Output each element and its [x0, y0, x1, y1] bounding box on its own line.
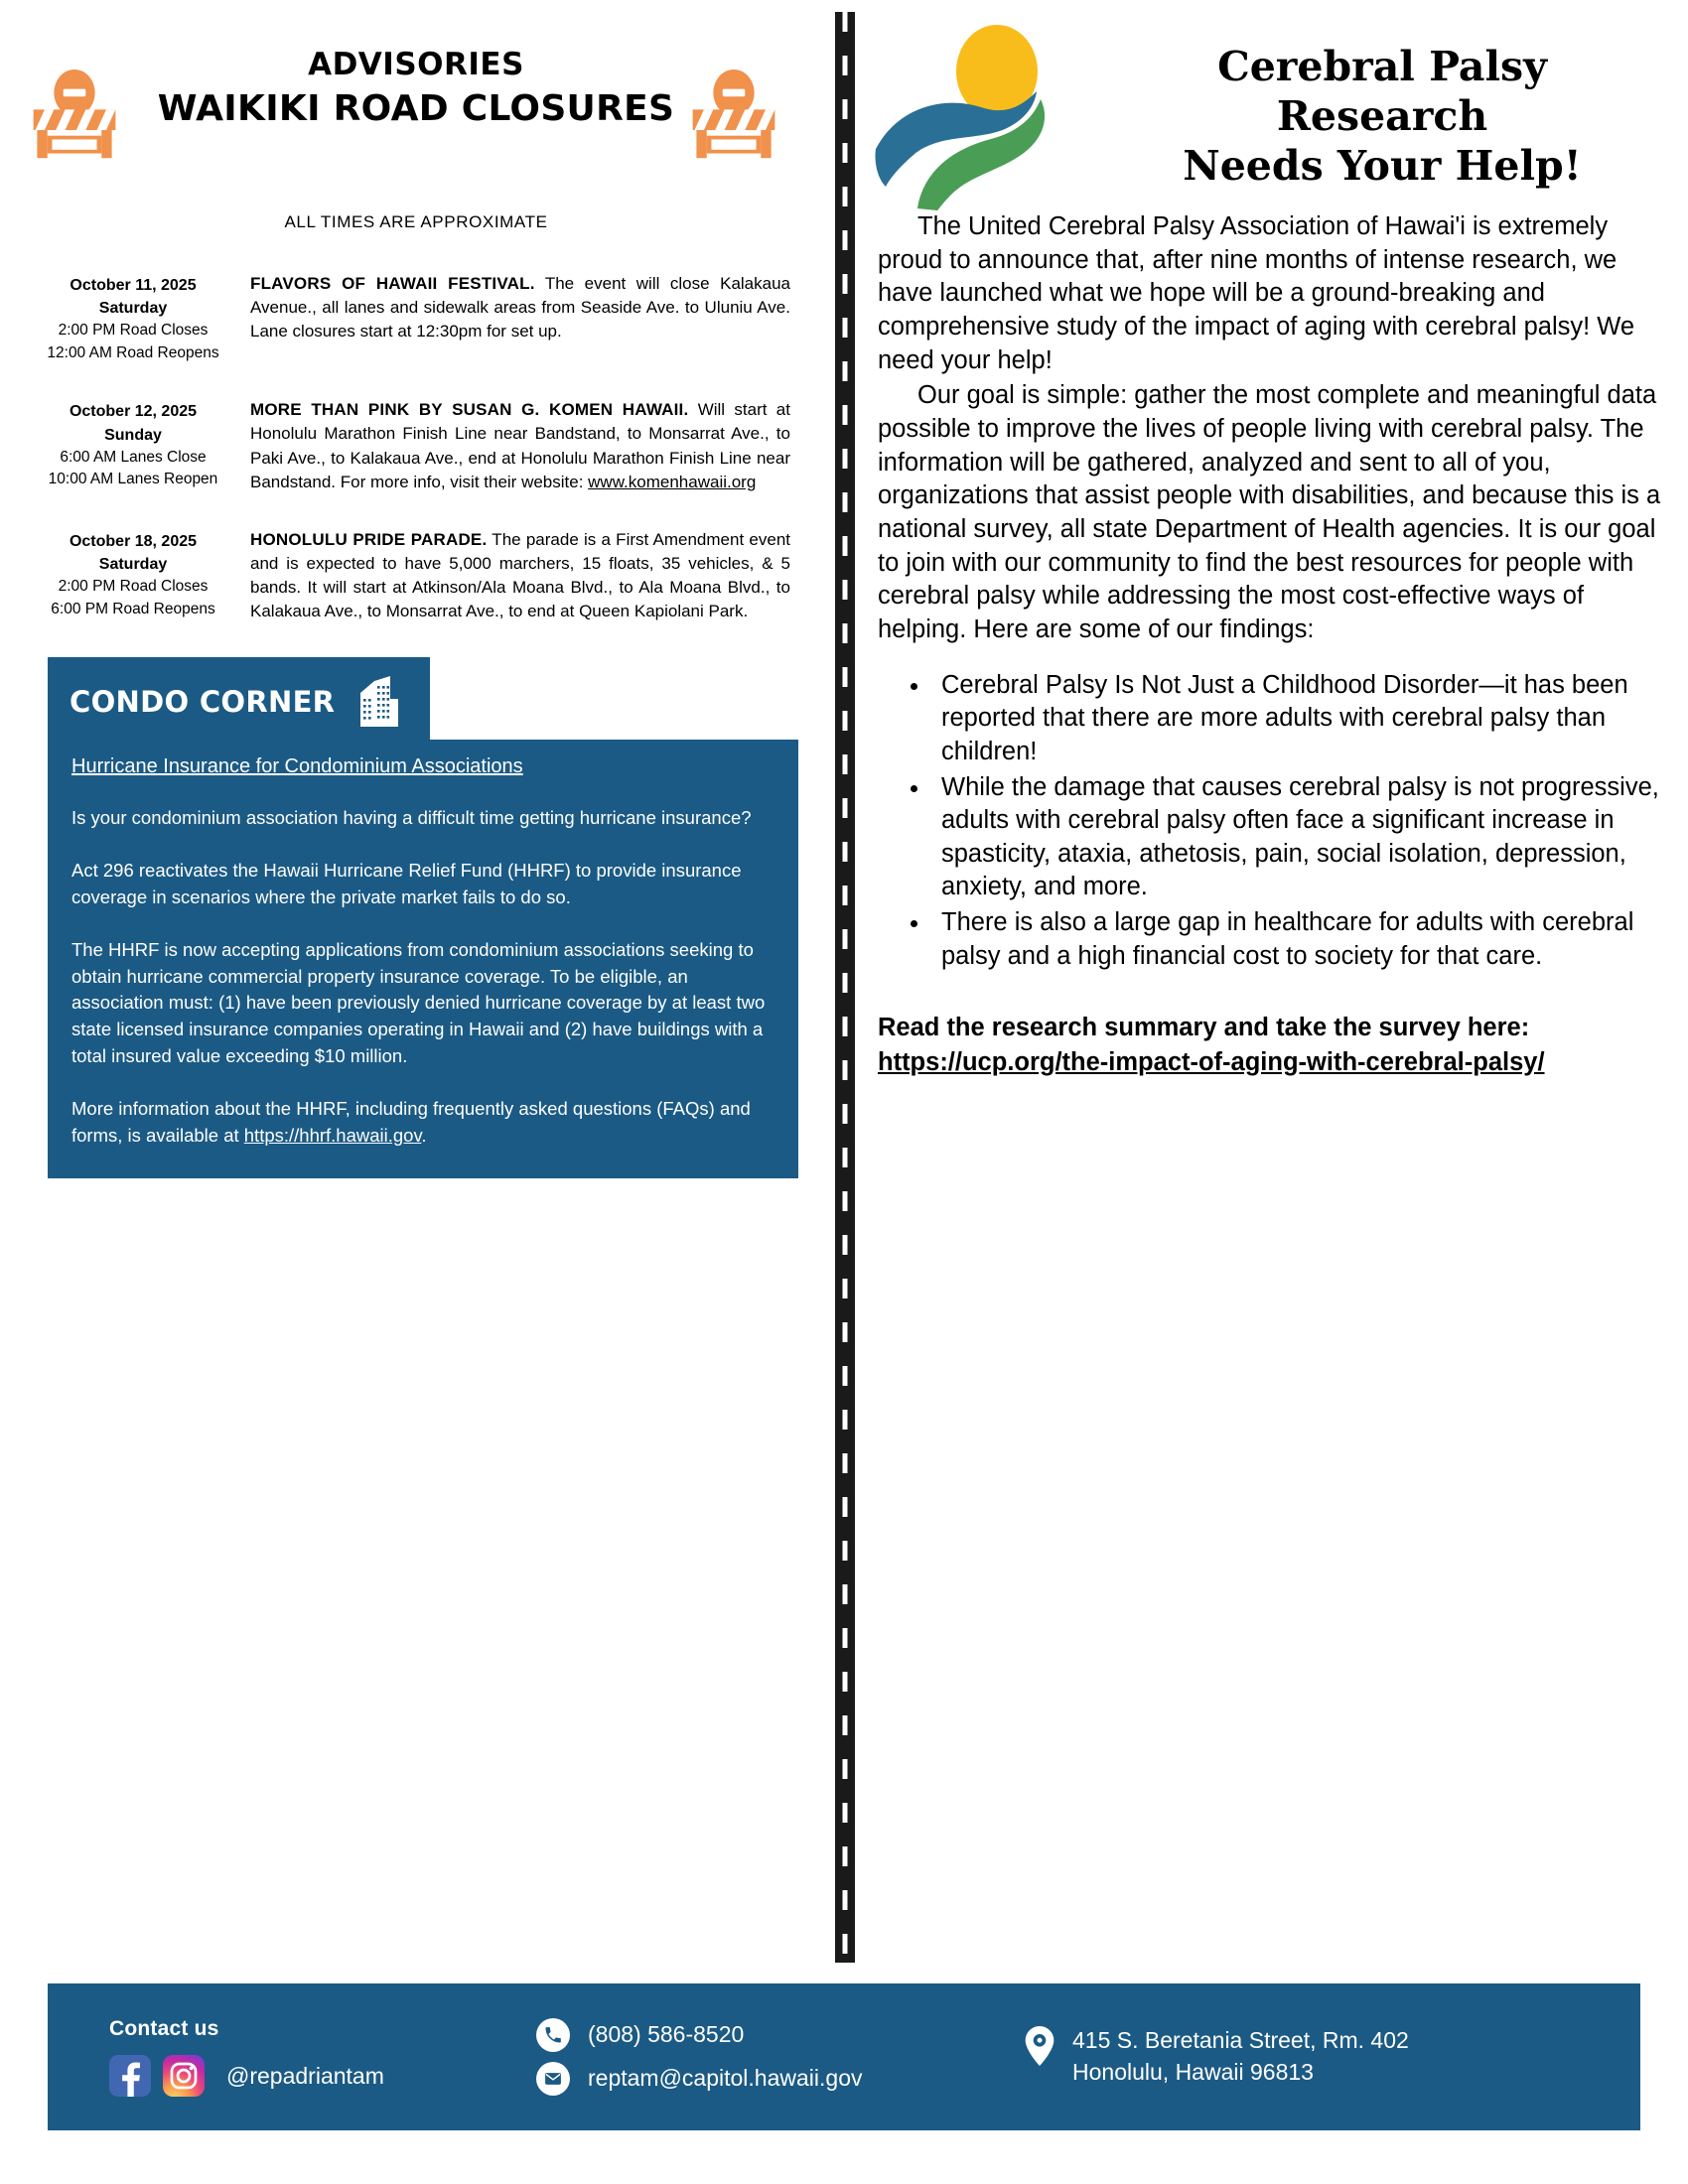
cp-paragraph: The United Cerebral Palsy Association of Hawai'i is extremely proud to announce that, after nine months of intense research, we have launched what we hope will be a ground-breaking and comprehensive study of the impact of aging with cerebral palsy! We need your help! [878, 212, 1635, 374]
contact-us-label: Contact us [109, 2017, 219, 2040]
closure-date: October 18, 2025 [69, 532, 198, 550]
advisories-heading-line1: ADVISORIES [308, 47, 524, 82]
contact-footer [48, 1983, 1640, 2130]
building-icon [351, 673, 404, 731]
condo-paragraph: The HHRF is now accepting applications from condominium associations seeking to obtain hurricane commercial property insurance coverage. To be eligible, an association must: (1) have been previously denied hurricane coverage by at least two state licensed insurance companies operating in Hawaii and (2) have buildings with a total insured value exceeding $10 million. [71, 938, 766, 1066]
ucp-survey-link[interactable]: https://ucp.org/the-impact-of-aging-with-cerebral-palsy/ [878, 1047, 1545, 1076]
cp-paragraph: Our goal is simple: gather the most complete and meaningful data possible to improve the lives of people living with cerebral palsy. The information will be gathered, analyzed and sent to all of you, organizations that assist people with disabilities, and because this is a national survey, all state Department of Health agencies. It is our goal to join with our community to find the best resources for people with cerebral palsy while addressing the most cost-effective ways of helping. Here are some of our findings: [878, 381, 1661, 643]
closure-date: October 11, 2025 [70, 277, 197, 294]
closure-row [34, 272, 790, 364]
condo-corner-panel [48, 740, 798, 1178]
closure-body: The parade is a First Amendment event and is expected to have 5,000 marchers, 15 floats, 35 vehicles, & 5 bands. It will start at Atkinson/Ala Moana Blvd., to Ala Moana Blvd., to Kalakaua Ave., to Monsarrat Ave., to end at Queen Kapiolani Park. [250, 529, 790, 621]
closure-title: FLAVORS OF HAWAII FESTIVAL. [250, 274, 535, 293]
closure-row [34, 528, 790, 624]
closure-schedule [34, 528, 232, 624]
road-barricade-icon [687, 68, 780, 163]
address-line-2: Honolulu, Hawaii 96813 [1072, 2059, 1314, 2085]
closure-time-close: 6:00 AM Lanes Close [60, 448, 207, 466]
condo-corner-tab [48, 657, 430, 741]
closure-title: MORE THAN PINK BY SUSAN G. KOMEN HAWAII. [250, 400, 689, 420]
closure-time-open: 10:00 AM Lanes Reopen [48, 471, 218, 488]
cp-call-to-action [878, 1011, 1664, 1078]
hhrf-link[interactable]: https://hhrf.hawaii.gov [243, 1124, 422, 1146]
cerebral-palsy-header [858, 0, 1688, 210]
social-links [109, 2055, 536, 2097]
facebook-icon[interactable] [109, 2055, 151, 2097]
instagram-icon[interactable] [163, 2055, 205, 2097]
condo-corner-section [0, 657, 832, 1178]
closure-title: HONOLULU PRIDE PARADE. [250, 529, 488, 549]
list-item: • There is also a large gap in healthcare for adults with cerebral palsy and a high financial cost to society for that care. [931, 906, 1664, 973]
footer-email-line [536, 2062, 1013, 2096]
email-address: reptam@capitol.hawaii.gov [588, 2065, 863, 2092]
footer-phone-line [536, 2018, 1013, 2052]
condo-last-paragraph-text: More information about the HHRF, including frequently asked questions (FAQs) and forms, is available at [71, 1097, 751, 1146]
road-barricade-icon [28, 68, 121, 163]
closure-body: The event will close Kalakaua Avenue., all lanes and sidewalk areas from Seaside Ave. to Uluniu Ave. Lane closures start at 12:30pm for set up. [250, 274, 790, 341]
closure-description [232, 272, 790, 364]
cp-cta-text: Read the research summary and take the survey here: [878, 1014, 1530, 1042]
footer-address-block [1013, 2025, 1611, 2088]
road-closures-list [0, 272, 832, 623]
condo-paragraph: Is your condominium association having a difficult time getting hurricane insurance? [71, 807, 752, 829]
closure-time-open: 6:00 PM Road Reopens [51, 600, 215, 617]
condo-paragraph-with-link [71, 1096, 769, 1150]
closure-day: Saturday [98, 300, 168, 318]
cerebral-palsy-title [1100, 42, 1658, 191]
right-column [858, 0, 1688, 1966]
footer-contact-block [109, 2017, 536, 2097]
closure-schedule [34, 272, 232, 364]
closure-schedule [34, 398, 232, 494]
closure-time-close: 2:00 PM Road Closes [58, 322, 209, 340]
closure-day: Sunday [104, 426, 162, 444]
footer-phone-email-block [536, 2018, 1013, 2096]
email-icon [536, 2062, 570, 2096]
condo-paragraph: Act 296 reactivates the Hawaii Hurricane Relief Fund (HHRF) to provide insurance coverage in scenarios where the private market fails to do so. [71, 860, 742, 907]
list-item: • Cerebral Palsy Is Not Just a Childhood Disorder—it has been reported that there are more adults with cerebral palsy than children! [931, 669, 1664, 769]
cp-title-line3: Needs Your Help! [1183, 142, 1582, 190]
address-text [1072, 2025, 1409, 2088]
komen-hawaii-link[interactable]: www.komenhawaii.org [588, 472, 757, 491]
left-column [0, 0, 832, 1966]
cp-findings-list [878, 669, 1664, 974]
road-dash-line [843, 12, 848, 1963]
road-divider [832, 12, 858, 1963]
cp-title-line1: Cerebral Palsy [1217, 42, 1547, 90]
condo-corner-subtitle: Hurricane Insurance for Condominium Associations [71, 755, 523, 778]
address-line-1: 415 S. Beretania Street, Rm. 402 [1072, 2027, 1409, 2054]
list-item: • While the damage that causes cerebral palsy is not progressive, adults with cerebral palsy often face a significant increase in spasticity, ataxia, athetosis, pain, social isolation, depression, anxiety, and more. [931, 771, 1664, 905]
social-handle: @repadriantam [226, 2062, 384, 2089]
condo-last-paragraph-suffix: . [421, 1124, 427, 1146]
advisories-heading-line2: WAIKIKI ROAD CLOSURES [157, 87, 675, 129]
closure-day: Saturday [98, 556, 168, 573]
closure-body: Will start at Honolulu Marathon Finish Line near Bandstand, to Monsarrat Ave., to Paki Ave., to Kalakaua Ave., end at Honolulu Marathon Finish Line near Bandstand. For more info, visit their website: [250, 400, 790, 491]
cerebral-palsy-body [858, 210, 1688, 1079]
advisories-subheading: ALL TIMES ARE APPROXIMATE [284, 212, 548, 231]
phone-icon [536, 2018, 570, 2052]
ucp-logo [870, 22, 1100, 210]
closure-time-close: 2:00 PM Road Closes [58, 578, 209, 596]
location-pin-icon [1023, 2025, 1056, 2067]
closure-description [232, 528, 790, 624]
condo-corner-title: CONDO CORNER [70, 684, 336, 719]
closure-time-open: 12:00 AM Road Reopens [47, 343, 219, 361]
closure-description [232, 398, 790, 494]
cp-title-line2: Research [1276, 91, 1488, 140]
advisories-header [0, 48, 832, 167]
phone-number: (808) 586-8520 [588, 2021, 745, 2048]
closure-row [34, 398, 790, 494]
closure-date: October 12, 2025 [69, 403, 198, 421]
